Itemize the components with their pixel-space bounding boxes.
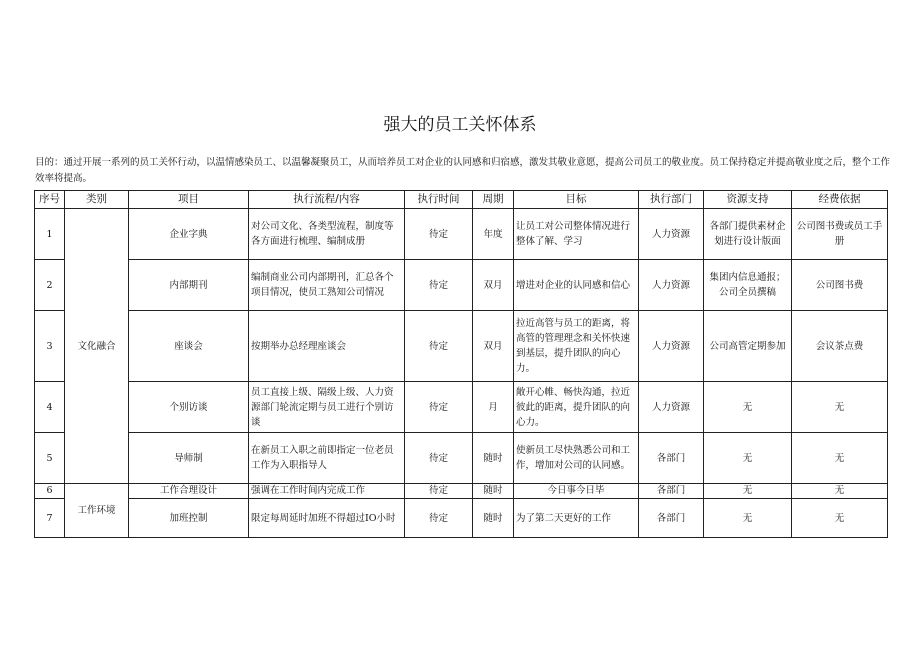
row-budget: 公司图书费 <box>792 260 888 311</box>
row-process: 强调在工作时间内完成工作 <box>249 484 405 499</box>
row-time: 待定 <box>405 311 473 382</box>
row-process: 按期举办总经理座谈会 <box>249 311 405 382</box>
row-process: 编制商业公司内部期刊，汇总各个项目情况，使员工熟知公司情况 <box>249 260 405 311</box>
table-row <box>35 311 888 382</box>
row-goal: 拉近高管与员工的距离，将高管的管理理念和关怀快速到基层，提升团队的向心力。 <box>514 311 639 382</box>
row-goal: 敞开心帷、畅快沟通，拉近彼此的距离，提升团队的向心力。 <box>514 382 639 433</box>
header-process: 执行流程/内容 <box>249 191 405 209</box>
header-cycle: 周期 <box>473 191 514 209</box>
row-goal: 使新员工尽快熟悉公司和工作，增加对公司的认同感。 <box>514 433 639 484</box>
row-goal: 今日事今日毕 <box>514 484 639 499</box>
row-support: 无 <box>704 499 792 538</box>
row-dept: 人力资源 <box>639 260 704 311</box>
category-cell: 文化融合 <box>65 209 129 484</box>
row-cycle: 双月 <box>473 260 514 311</box>
row-item: 个别访谈 <box>129 382 249 433</box>
category-cell: 工作环境 <box>65 484 129 538</box>
header-budget: 经费依据 <box>792 191 888 209</box>
header-category: 类别 <box>65 191 129 209</box>
header-support: 资源支持 <box>704 191 792 209</box>
row-no: 3 <box>35 311 65 382</box>
row-no: 7 <box>35 499 65 538</box>
header-dept: 执行部门 <box>639 191 704 209</box>
row-support: 各部门提供素材企划进行设计版面 <box>704 209 792 260</box>
row-time: 待定 <box>405 484 473 499</box>
row-item: 工作合理设计 <box>129 484 249 499</box>
row-item: 加班控制 <box>129 499 249 538</box>
purpose-paragraph: 目的：通过开展一系列的员工关怀行动，以温情感染员工、以温馨凝聚员工，从而培养员工对企业的认同感和归宿感，激发其敬业意愿，提高公司员工的敬业度。员工保持稳定并提高敬业度之后，整个工作效率将提高。 <box>35 157 891 184</box>
row-no: 1 <box>35 209 65 260</box>
row-support: 公司高管定期参加 <box>704 311 792 382</box>
row-process: 对公司文化、各类型流程，制度等各方面进行梳理、编制成册 <box>249 209 405 260</box>
table-header-row <box>35 191 888 209</box>
table-row <box>35 260 888 311</box>
row-budget: 无 <box>792 484 888 499</box>
row-time: 待定 <box>405 209 473 260</box>
table-row <box>35 433 888 484</box>
row-no: 2 <box>35 260 65 311</box>
row-time: 待定 <box>405 499 473 538</box>
header-goal: 目标 <box>514 191 639 209</box>
row-cycle: 月 <box>473 382 514 433</box>
row-budget: 公司图书费或员工手册 <box>792 209 888 260</box>
row-goal: 让员工对公司整体情况进行整体了解、学习 <box>514 209 639 260</box>
row-support: 集团内信息通报；公司全员撰稿 <box>704 260 792 311</box>
row-budget: 无 <box>792 433 888 484</box>
row-goal: 增进对企业的认同感和信心 <box>514 260 639 311</box>
row-cycle: 随时 <box>473 499 514 538</box>
row-no: 6 <box>35 484 65 499</box>
row-process: 员工直接上级、隔级上级、人力资源部门轮流定期与员工进行个别访谈 <box>249 382 405 433</box>
row-cycle: 随时 <box>473 433 514 484</box>
row-time: 待定 <box>405 433 473 484</box>
header-no: 序号 <box>35 191 65 209</box>
page-title: 强大的员工关怀体系 <box>383 115 537 135</box>
row-dept: 各部门 <box>639 484 704 499</box>
table-row <box>35 209 888 260</box>
row-item: 导师制 <box>129 433 249 484</box>
header-time: 执行时间 <box>405 191 473 209</box>
row-support: 无 <box>704 382 792 433</box>
row-process: 在新员工入职之前即指定一位老员工作为入职指导人 <box>249 433 405 484</box>
row-cycle: 随时 <box>473 484 514 499</box>
row-budget: 会议茶点费 <box>792 311 888 382</box>
row-time: 待定 <box>405 382 473 433</box>
table-row <box>35 382 888 433</box>
row-item: 企业字典 <box>129 209 249 260</box>
header-item: 项目 <box>129 191 249 209</box>
row-support: 无 <box>704 484 792 499</box>
row-no: 5 <box>35 433 65 484</box>
table-row <box>35 484 888 499</box>
row-dept: 各部门 <box>639 433 704 484</box>
row-dept: 人力资源 <box>639 209 704 260</box>
row-no: 4 <box>35 382 65 433</box>
row-dept: 各部门 <box>639 499 704 538</box>
row-goal: 为了第二天更好的工作 <box>514 499 639 538</box>
row-cycle: 双月 <box>473 311 514 382</box>
row-cycle: 年度 <box>473 209 514 260</box>
row-item: 座谈会 <box>129 311 249 382</box>
row-support: 无 <box>704 433 792 484</box>
row-time: 待定 <box>405 260 473 311</box>
row-dept: 人力资源 <box>639 382 704 433</box>
employee-care-table <box>34 190 888 538</box>
row-budget: 无 <box>792 499 888 538</box>
table-row <box>35 499 888 538</box>
row-item: 内部期刊 <box>129 260 249 311</box>
row-budget: 无 <box>792 382 888 433</box>
row-process: 限定每周延时加班不得超过IO小时 <box>249 499 405 538</box>
row-dept: 人力资源 <box>639 311 704 382</box>
